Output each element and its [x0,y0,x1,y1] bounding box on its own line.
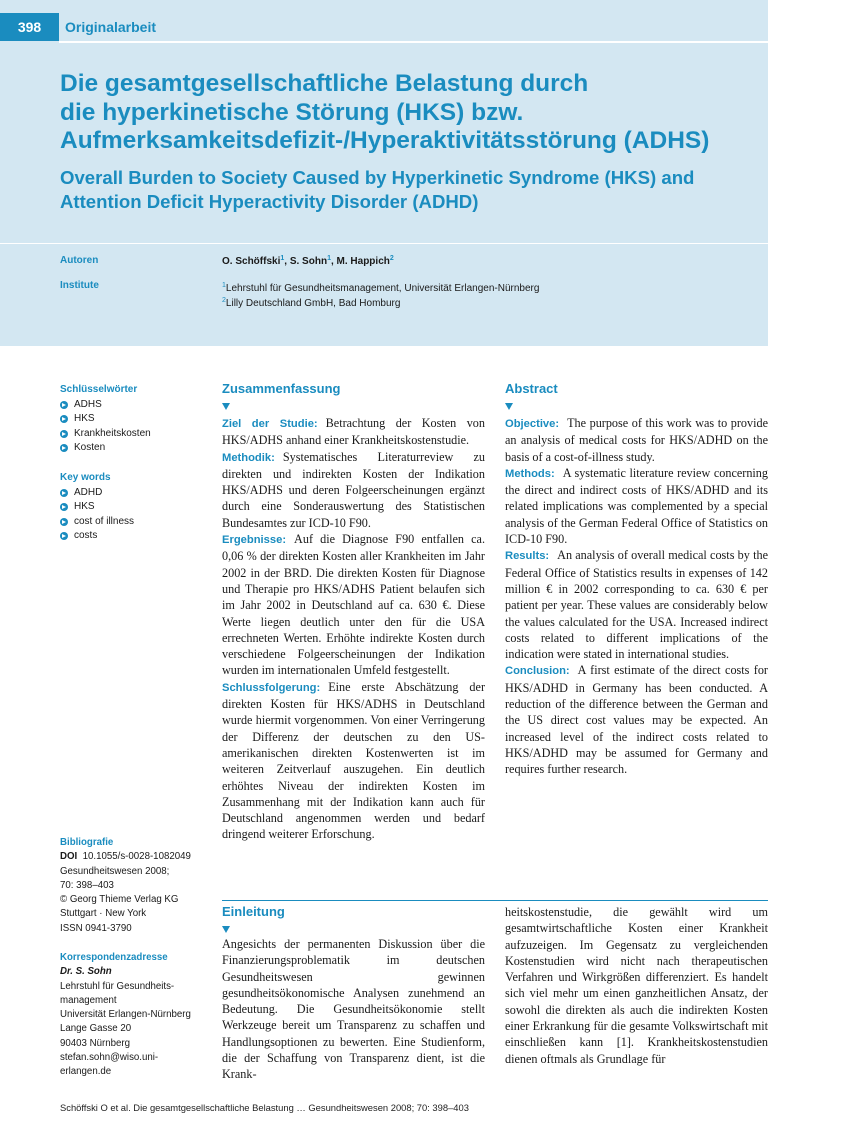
abstract-section-text: A systematic literature review concerning the direct and indirect costs of HKS/ADHD and its related implications was complemented by a special analysis of the German Federal Office of Statistics on ICD-10 F90. [505,465,768,547]
abstract-heading: Abstract [505,381,558,396]
correspondence-name: Dr. S. Sohn [60,966,112,978]
keyword-text: ADHS [74,399,102,410]
author-name: M. Happich [336,256,390,267]
institute-item [222,295,539,310]
triangle-down-icon [222,403,230,410]
keyword-text: HKS [74,501,95,513]
einleitung-column-2: heitskostenstudie, die gewählt wird um gesamtwirtschaftliche Kosten einer Krankheit aufzuzeigen. Im Gegensatz zu vergleichenden Kostenstudien wird nicht nach therapeutischen Verfahren und Wirkgrößen differenziert. Es handelt sich viel mehr um einen ganzheitlichen Ansatz, der sowohl die direkten als auch die indirekten Kosten einer Erkrankung für die gesamte Volkswirtschaft mit einschließen kann [1]. Krankheitskostenstudien dienen oftmals als Grundlage für [505,905,768,1066]
keyword-item [60,500,134,514]
abstract-paragraph [222,449,485,531]
abstract-paragraph [222,531,485,679]
title-english [60,166,760,214]
title-separator [0,243,768,244]
institute-number: 2 [222,297,226,304]
abstract-section-text: Eine erste Abschätzung der direkten Kosten für HKS/ADHS in Deutschland wurde hiermit vorgenommen. Von einer Verringerung der Differenz der deutschen zu den US-amerikanischen direkten Kostenwerten ist im weiteren Zeitverlauf auszugehen. Ein deutlich erhöhtes Niveau der indirekten Kosten im Zusammenhang mit der Indikation kann auch für Deutschland angenommen werden und bedarf dringend weiterer Erforschung. [222,679,485,842]
institute-item [222,280,539,295]
abstract-section-text: The purpose of this work was to provide an analysis of medical costs for HKS/ADHD on the basis of a cost-of-illness study. [505,416,768,464]
abstract-section-text: Systematisches Literaturreview zu direkten und indirekten Kosten der Indikation HKS/ADHS und deren Folgeerscheinungen ergänzt durch eine Sonderauswertung des Statistischen Bundesamtes zur ICD-10 F90. [222,449,485,530]
institute-list [222,280,539,310]
keyword-text: ADHD [74,487,103,498]
abstract-section-text: Betrachtung der Kosten von HKS/ADHS anhand einer Krankheitskostenstudie. [222,416,485,448]
bibliography-line: © Georg Thieme Verlag KG [60,894,179,906]
page-footer: Schöffski O et al. Die gesamtgesellschaftliche Belastung … Gesundheitswesen 2008; 70: 398–403 [60,1102,469,1113]
abstract-paragraph [505,662,768,777]
bibliography-heading: Bibliografie [60,837,114,848]
abstract-section-label: Conclusion: [505,665,570,678]
abstract-paragraph [505,415,768,465]
title-german-line: Aufmerksamkeitsdefizit-/Hyperaktivitätsstörung (ADHS) [60,127,710,154]
correspondence-line: Lehrstuhl für Gesundheits- [60,980,175,992]
arrow-bullet-icon [60,415,68,423]
keyword-item [60,441,151,455]
title-english-line: Attention Deficit Hyperactivity Disorder (ADHD) [60,191,479,212]
abstract-section-text: An analysis of overall medical costs by the Federal Office of Statistics results in expenses of 142 million € in 2002 corresponding to ca. 630 € per patient per year. These values are considerably below the values calculated for the USA. Increased indirect costs related to different implications of the indication were stated in international studies. [505,548,768,662]
keyword-text: cost of illness [74,515,135,527]
institute-number: 1 [222,282,226,289]
abstract-paragraph [222,415,485,449]
zusammenfassung-body [222,415,485,843]
keyword-text: Kosten [74,441,106,453]
title-english-line: Overall Burden to Society Caused by Hyperkinetic Syndrome (HKS) and [60,167,695,188]
bibliography-line: 70: 398–403 [60,879,114,891]
abstract-section-label: Schlussfolgerung: [222,681,321,694]
correspondence-line: Lange Gasse 20 [60,1023,132,1035]
correspondence-email: erlangen.de [60,1066,112,1078]
institute-name: Lilly Deutschland GmbH, Bad Homburg [225,298,401,309]
doi-value: 10.1055/s-0028-1082049 [82,851,191,863]
abstract-section-label: Methods: [505,467,555,480]
abstract-section-label: Methodik: [222,451,275,464]
authors-label: Autoren [60,255,99,266]
title-german-line: die hyperkinetische Störung (HKS) bzw. [60,98,524,126]
keyword-item [60,427,151,441]
keyword-item [60,486,134,500]
arrow-bullet-icon [60,518,68,526]
header-rule [59,41,768,43]
keyword-text: Krankheitskosten [74,427,151,439]
bibliography-line: Gesundheitswesen 2008; [60,865,170,877]
abstract-paragraph [222,679,485,843]
author-separator: , [330,256,337,267]
abstract-section-label: Objective: [505,418,560,430]
arrow-bullet-icon [60,444,68,452]
keywords-de-heading: Schlüsselwörter [60,384,138,395]
keywords-en-heading: Key words [60,472,111,483]
author-list [222,255,394,267]
correspondence-line: Universität Erlangen-Nürnberg [60,1009,191,1021]
arrow-bullet-icon [60,489,68,497]
correspondence-line: management [60,994,117,1006]
title-german-line: Die gesamtgesellschaftliche Belastung durch [60,70,589,97]
abstract-paragraph [505,547,768,662]
arrow-bullet-icon [60,532,68,540]
abstract-section-label: Results: [505,550,550,563]
keyword-item [60,398,151,412]
keyword-item [60,412,151,426]
correspondence-heading: Korrespondenzadresse [60,952,168,963]
author-affiliation: 2 [389,255,394,262]
keyword-text: HKS [74,413,95,425]
abstract-section-text: A first estimate of the direct costs for HKS/ADHD in Germany has been conducted. A reduction of the difference between the German and the US direct cost values may be expected. An increased level of the indirect costs related to HKS/ADHD may be assumed for Germany and requires further research. [505,663,768,777]
keyword-item [60,515,134,529]
author-name: O. Schöffski [222,256,281,267]
author-separator: , [284,256,290,267]
abstract-section-label: Ziel der Studie: [222,418,318,430]
einleitung-heading: Einleitung [222,904,285,919]
triangle-down-icon [222,926,230,933]
doi-line [60,850,191,864]
institute-name: Lehrstuhl für Gesundheitsmanagement, Universität Erlangen-Nürnberg [225,283,540,294]
keywords-en-list [60,486,134,543]
correspondence-line: 90403 Nürnberg [60,1037,131,1049]
author-name: S. Sohn [289,256,328,267]
doi-label: DOI [60,851,78,863]
abstract-section-label: Ergebnisse: [222,534,287,547]
keywords-de-list [60,398,151,455]
arrow-bullet-icon [60,401,68,409]
abstract-body [505,415,768,778]
zusammenfassung-heading: Zusammenfassung [222,381,341,396]
author-affiliation: 1 [327,255,331,262]
bibliography-line: ISSN 0941-3790 [60,922,132,934]
bibliography-line: Stuttgart · New York [60,908,147,920]
section-divider [222,900,768,901]
einleitung-column-1: Angesichts der permanenten Diskussion über die Finanzierungsproblematik im deutschen Gesundheitswesen gewinnen gesundheitsökonomische Analysen zunehmend an Bedeutung. Die Gesundheitsökonomie stellt Werkzeuge bereit um Transparenz zu schaffen und Handlungsoptionen zu bewerten. Eine Studienform, die der Schaffung von Transparenz dient, ist die Krank- [222,937,485,1082]
correspondence-block [60,951,191,1080]
triangle-down-icon [505,403,513,410]
bibliography-block [60,836,191,936]
keyword-item [60,529,134,543]
title-german [60,70,760,156]
institutes-label: Institute [60,280,99,291]
correspondence-email: stefan.sohn@wiso.uni- [60,1052,159,1064]
abstract-paragraph [505,465,768,547]
arrow-bullet-icon [60,503,68,511]
abstract-section-text: Auf die Diagnose F90 entfallen ca. 0,06 % der direkten Kosten aller Krankheiten im Jahr 2002 in der BRD. Die direkten Kosten für Diagnose und Therapie pro HKS/ADHS Patient belaufen sich im Jahr 2002 in Deutschland auf ca. 630 €. Diese Werte liegen deutlich unter den für die USA errechneten Werten. Erhöhte indirekte Kosten durch verschiedene Folgeerscheinungen der Indikation wurden im internationalen Umfeld festgestellt. [222,532,485,678]
section-label: Originalarbeit [65,19,157,35]
keyword-text: costs [74,529,98,541]
arrow-bullet-icon [60,430,68,438]
author-affiliation: 1 [280,255,285,262]
page-number: 398 [0,13,59,41]
